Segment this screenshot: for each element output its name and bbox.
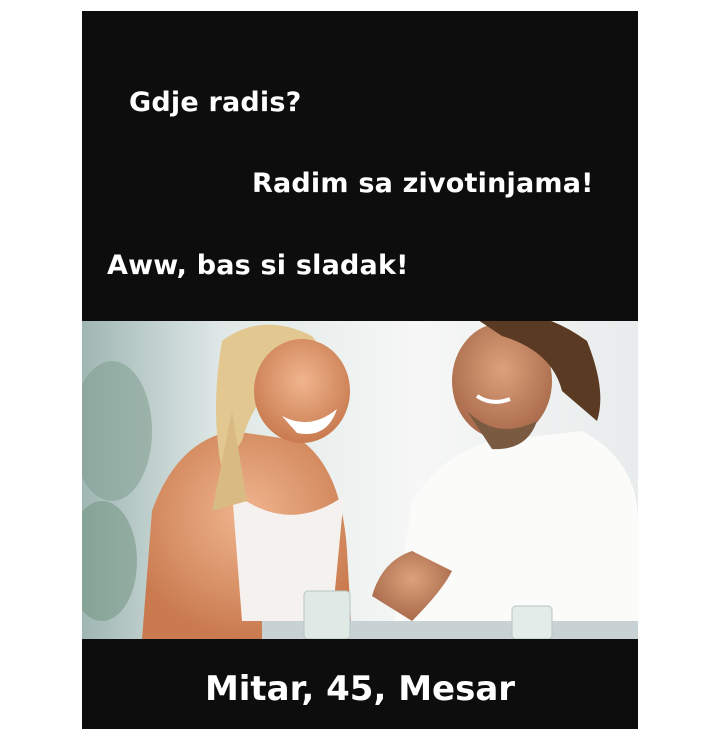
wine-glass <box>304 591 350 639</box>
water-glass <box>512 606 552 639</box>
dialogue-panel <box>82 11 638 316</box>
couple-photo <box>82 321 638 639</box>
caption-panel <box>82 639 638 729</box>
couple-photo-illustration <box>82 321 638 639</box>
dialogue-line-reaction: Aww, bas si sladak! <box>107 250 409 281</box>
dialogue-line-question: Gdje radis? <box>129 87 302 118</box>
meme-image <box>82 11 638 729</box>
caption-text: Mitar, 45, Mesar <box>204 669 516 709</box>
dialogue-line-answer: Radim sa zivotinjama! <box>252 168 594 199</box>
